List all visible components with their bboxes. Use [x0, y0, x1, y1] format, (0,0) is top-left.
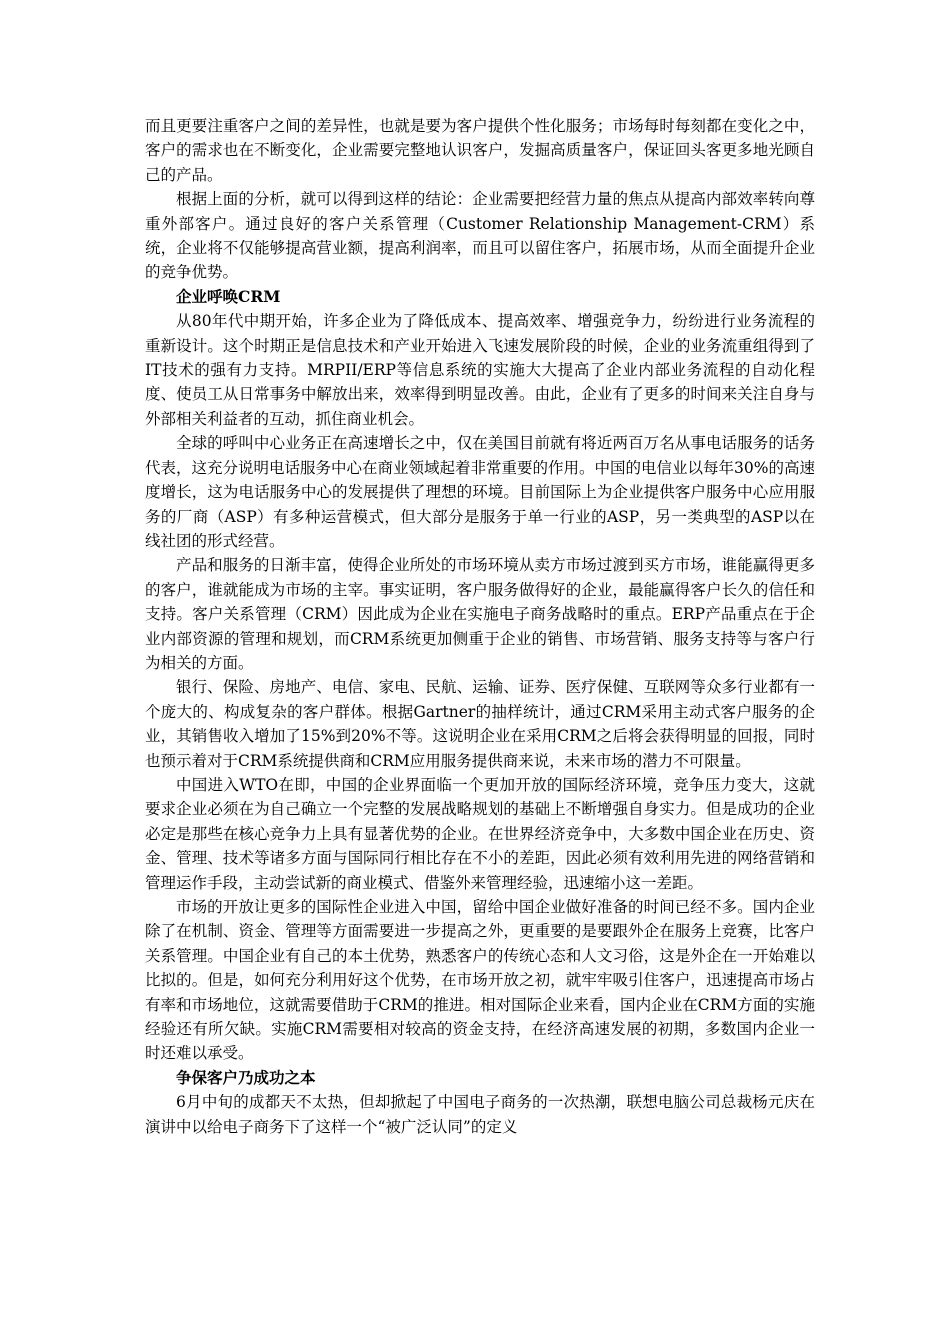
paragraph-market-environment: 产品和服务的日渐丰富，使得企业所处的市场环境从卖方市场过渡到买方市场，谁能赢得更多的客户，谁就能成为市场的主宰。事实证明，客户服务做得好的企业，最能赢得客户长久的信任和支持。客户关系管理（CRM）因此成为企业在实施电子商务战略时的重点。ERP产品重点在于企业内部资源的管理和规划，而CRM系统更加侧重于企业的销售、市场营销、服务支持等与客户行为相关的方面。	[145, 556, 815, 672]
section-heading-crm-call: 企业呼唤CRM	[176, 286, 281, 306]
paragraph-market-opening: 市场的开放让更多的国际性企业进入中国，留给中国企业做好准备的时间已经不多。国内企业除了在机制、资金、管理等方面需要进一步提高之外，更重要的是要跟外企在服务上竞赛，比客户关系管理。中国企业有自己的本土优势，熟悉客户的传统心态和人文习俗，这是外企在一开始难以比拟的。但是，如何充分利用好这个优势，在市场开放之初，就牢牢吸引住客户，迅速提高市场占有率和市场地位，这就需要借助于CRM的推进。相对国际企业来看，国内企业在CRM方面的实施经验还有所欠缺。实施CRM需要相对较高的资金支持，在经济高速发展的初期，多数国内企业一时还难以承受。	[145, 898, 815, 1063]
paragraph-business-process: 从80年代中期开始，许多企业为了降低成本、提高效率、增强竞争力，纷纷进行业务流程的重新设计。这个时期正是信息技术和产业开始进入飞速发展阶段的时候，企业的业务流重组得到了IT技术的强有力支持。MRPII/ERP等信息系统的实施大大提高了企业内部业务流程的自动化程度、使员工从日常事务中解放出来，效率得到明显改善。由此，企业有了更多的时间来关注自身与外部相关利益者的互动，抓住商业机会。	[145, 312, 815, 428]
paragraph-customer-differences: 而且更要注重客户之间的差异性，也就是要为客户提供个性化服务；市场每时每刻都在变化之中，客户的需求也在不断变化，企业需要完整地认识客户，发掘高质量客户，保证回头客更多地光顾自己的产品。	[145, 117, 815, 184]
paragraph-conclusion: 根据上面的分析，就可以得到这样的结论：企业需要把经营力量的焦点从提高内部效率转向尊重外部客户。通过良好的客户关系管理（Customer Relationship Management-CRM）系统，企业将不仅能够提高营业额，提高利润率，而且可以留住客户，拓展市场，从而全面提升企业的竞争优势。	[145, 190, 815, 282]
document-page	[145, 114, 815, 1139]
paragraph-chengdu: 6月中旬的成都天不太热，但却掀起了中国电子商务的一次热潮，联想电脑公司总裁杨元庆在演讲中以给电子商务下了这样一个“被广泛认同”的定义	[145, 1093, 815, 1136]
paragraph-wto: 中国进入WTO在即，中国的企业界面临一个更加开放的国际经济环境，竞争压力变大，这就要求企业必须在为自己确立一个完整的发展战略规划的基础上不断增强自身实力。但是成功的企业必定是那些在核心竞争力上具有显著优势的企业。在世界经济竞争中，大多数中国企业在历史、资金、管理、技术等诸多方面与国际同行相比存在不小的差距，因此必须有效利用先进的网络营销和管理运作手段，主动尝试新的商业模式、借鉴外来管理经验，迅速缩小这一差距。	[145, 775, 815, 892]
section-heading-keep-customers: 争保客户乃成功之本	[176, 1067, 316, 1087]
paragraph-call-center: 全球的呼叫中心业务正在高速增长之中，仅在美国目前就有将近两百万名从事电话服务的话务代表，这充分说明电话服务中心在商业领域起着非常重要的作用。中国的电信业以每年30%的高速度增长，这为电话服务中心的发展提供了理想的环境。目前国际上为企业提供客户服务中心应用服务的厂商（ASP）有多种运营模式，但大部分是服务于单一行业的ASP，另一类典型的ASP以在线社团的形式经营。	[145, 434, 815, 550]
paragraph-industries: 银行、保险、房地产、电信、家电、民航、运输、证券、医疗保健、互联网等众多行业都有一个庞大的、构成复杂的客户群体。根据Gartner的抽样统计，通过CRM采用主动式客户服务的企业，其销售收入增加了15%到20%不等。这说明企业在采用CRM之后将会获得明显的回报，同时也预示着对于CRM系统提供商和CRM应用服务提供商来说，未来市场的潜力不可限量。	[145, 678, 815, 770]
